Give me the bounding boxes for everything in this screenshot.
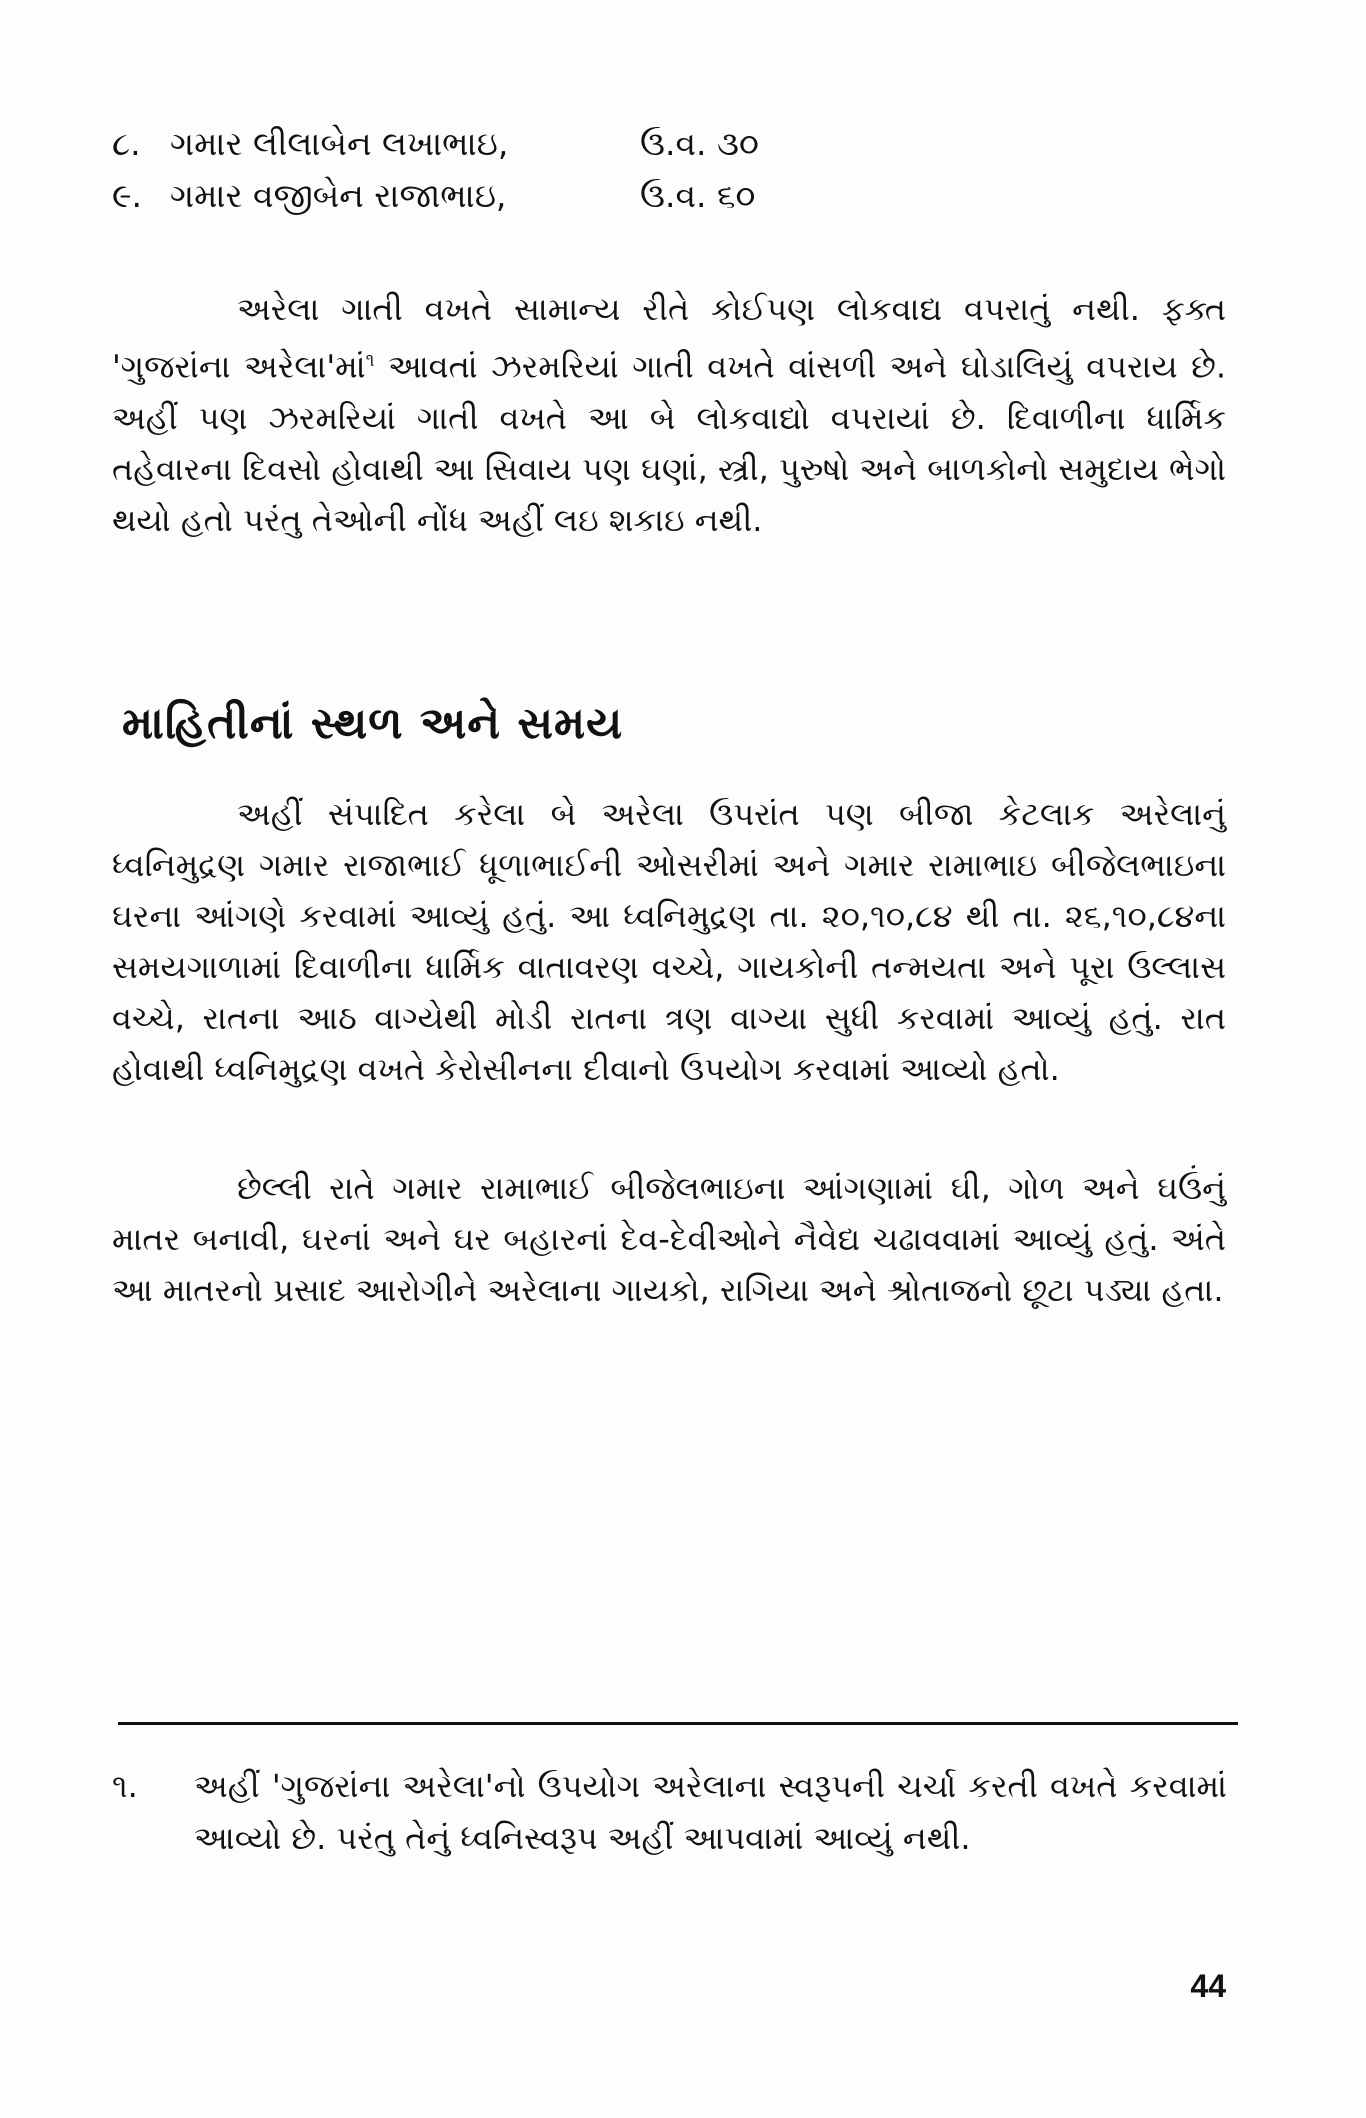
paragraph-last-night: છેલ્લી રાતે ગમાર રામાભાઈ બીજેલભાઇના આંગણામાં ઘી, ગોળ અને ઘઉંનું માતર બનાવી, ઘરનાં અને ઘર બહારનાં દેવ-દેવીઓને નૈવેદ્ય ચઢાવવામાં આવ્યું હતું. અંતે આ માતરનો પ્રસાદ આરોગીને અરેલાના ગાયકો, રાગિયા અને શ્રોતાજનો છૂટા પડ્યા હતા. bbox=[112, 1168, 1226, 1309]
footnote-divider bbox=[118, 1722, 1238, 1725]
page-number: 44 bbox=[1190, 1968, 1226, 2004]
list-item bbox=[112, 118, 1226, 170]
list-item-number: ૯. bbox=[112, 176, 143, 215]
list-item-number: ૮. bbox=[112, 124, 141, 163]
section-heading: માહિતીનાં સ્થળ અને સમય bbox=[122, 697, 624, 749]
footnote-mark: ૧. bbox=[112, 1767, 138, 1805]
footnote-text: અહીં 'ગુજરાંના અરેલા'નો ઉપયોગ અરેલાના સ્વરૂપની ચર્ચા કરતી વખતે કરવામાં આવ્યો છે. પરંતુ તેનું ધ્વનિસ્વરૂપ અહીં આપવામાં આવ્યું નથી. bbox=[194, 1767, 1227, 1857]
list-item-name: ગમાર લીલાબેન લખાભાઇ, bbox=[170, 124, 509, 163]
paragraph-recording: અહીં સંપાદિત કરેલા બે અરેલા ઉપરાંત પણ બીજા કેટલાક અરેલાનું ધ્વનિમુદ્રણ ગમાર રાજાભાઈ ધૂળાભાઈની ઓસરીમાં અને ગમાર રામાભાઇ બીજેલભાઇના ઘરના આંગણે કરવામાં આવ્યું હતું. આ ધ્વનિમુદ્રણ તા. ૨૦,૧૦,૮૪ થી તા. ૨૬,૧૦,૮૪ના સમયગાળામાં દિવાળીના ધાર્મિક વાતાવરણ વચ્ચે, ગાયકોની તન્મયતા અને પૂરા ઉલ્લાસ વચ્ચે, રાતના આઠ વાગ્યેથી મોડી રાતના ત્રણ વાગ્યા સુધી કરવામાં આવ્યું હતું. રાત હોવાથી ધ્વનિમુદ્રણ વખતે કેરોસીનના દીવાનો ઉપયોગ કરવામાં આવ્યો હતો. bbox=[112, 794, 1226, 1088]
footnote-reference: ૧ bbox=[365, 350, 375, 371]
list-item bbox=[112, 170, 1226, 222]
paragraph-instruments bbox=[112, 284, 1226, 546]
list-item-name: ગમાર વજીબેન રાજાભાઇ, bbox=[170, 176, 507, 215]
list-item-age: ઉ.વ. ૩૦ bbox=[640, 124, 759, 163]
footnote bbox=[112, 1760, 1227, 1864]
informant-list bbox=[112, 118, 1226, 222]
list-item-age: ઉ.વ. ૬૦ bbox=[640, 176, 756, 215]
paragraph-text: અરેલા ગાતી વખતે સામાન્ય રીતે કોઈપણ લોકવાદ્ય વપરાતું નથી. ફક્ત 'ગુજરાંના અરેલા'માં bbox=[112, 290, 1226, 386]
paragraph-text: આવતાં ઝરમરિયાં ગાતી વખતે વાંસળી અને ઘોડાલિયું વપરાય છે. અહીં પણ ઝરમરિયાં ગાતી વખતે આ બે લોકવાદ્યો વપરાયાં છે. દિવાળીના ધાર્મિક તહેવારના દિવસો હોવાથી આ સિવાય પણ ઘણાં, સ્ત્રી, પુરુષો અને બાળકોનો સમુદાય ભેગો થયો હતો પરંતુ તેઓની નોંધ અહીં લઇ શકાઇ નથી. bbox=[112, 347, 1226, 539]
